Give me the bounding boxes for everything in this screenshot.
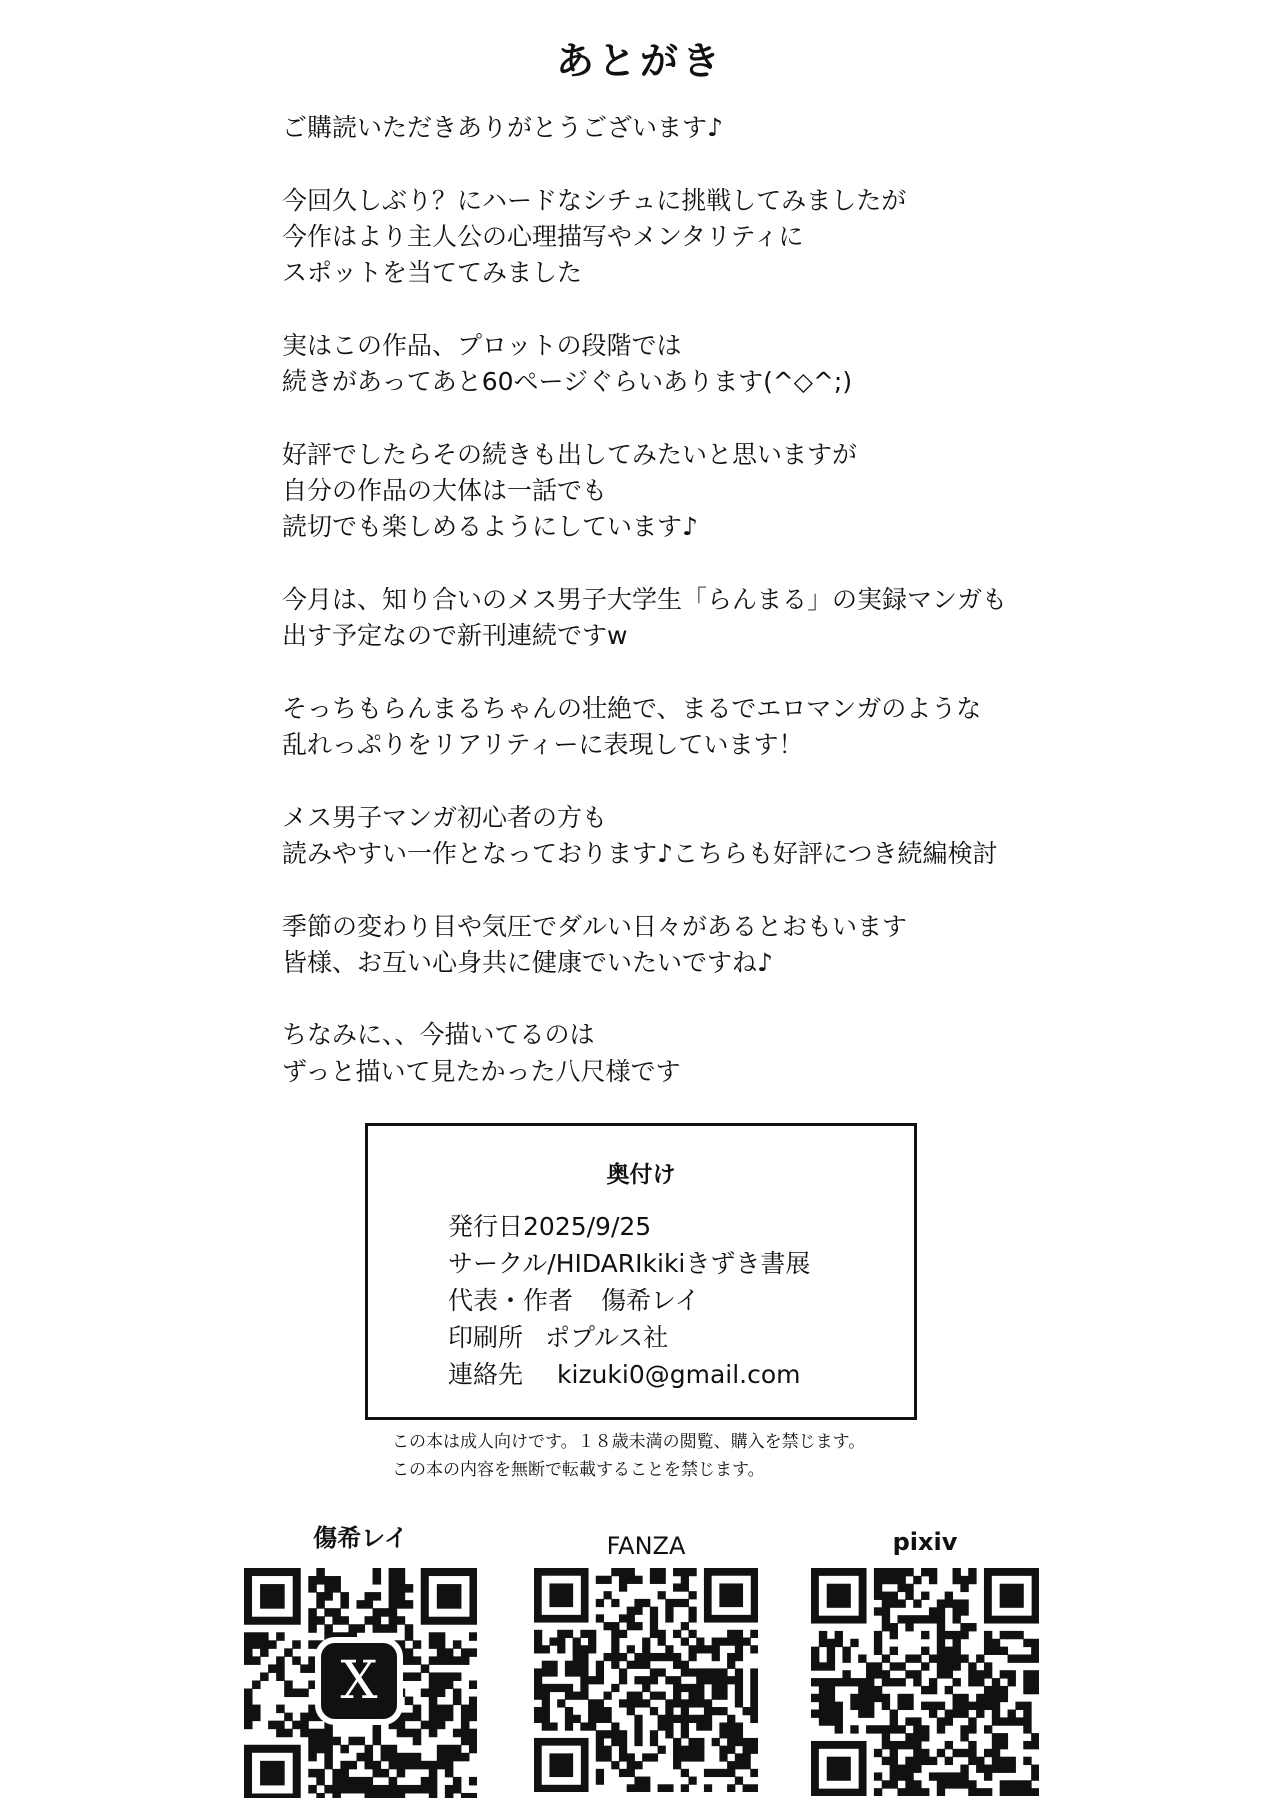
body-line: 皆様、お互い心身共に健康でいたいですね♪ [282,947,773,977]
body-line: ご購読いただきありがとうございます♪ [282,113,723,142]
qr-label: pixiv [892,1528,958,1556]
blank-line [282,146,1007,182]
row-label: 代表・作者 [448,1286,574,1315]
body-line: 読みやすい一作となっております♪こちらも好評につき続編検討 [282,838,998,868]
colophon-rows [448,1208,810,1393]
qr-code[interactable] [534,1568,758,1792]
blank-line [282,763,1007,799]
body-line: 続きがあってあと60ページぐらいあります(^◇^;) [282,367,853,397]
row-label: 印刷所 [448,1323,524,1352]
blank-line [282,546,1007,582]
body-line: スポットを当ててみました [282,258,583,288]
row-value: kizuki0@gmail.com [557,1360,801,1389]
qr-code[interactable] [811,1568,1039,1796]
row-value: 2025/9/25 [523,1212,652,1241]
qr-label: 傷希レイ [313,1524,408,1552]
row-label: 発行日 [448,1212,524,1241]
colophon-row-contact [448,1356,810,1393]
body-line: ちなみに、、今描いてるのは [282,1020,595,1050]
body-line: ずっと描いて見たかった八尺様です [282,1056,681,1086]
row-value: ポプルス社 [545,1323,669,1352]
row-label: 連絡先 [448,1360,524,1389]
legal-notes [392,1428,865,1484]
body-line: 今月は、知り合いのメス男子大学生「らんまる」の実録マンガも [282,584,1008,614]
adult-notice: この本は成人向けです。１８歳未満の閲覧、購入を禁じます。 [392,1432,866,1452]
body-line: 実はこの作品、プロットの段階では [282,330,682,360]
body-line: 今作はより主人公の心理描写やメンタリティに [282,221,804,251]
blank-line [282,981,1007,1017]
qr-fanza [534,1518,758,1792]
qr-label: FANZA [606,1532,686,1560]
blank-line [282,400,1007,436]
blank-line [282,654,1007,690]
body-line: メス男子マンガ初心者の方も [282,802,608,832]
body-line: 自分の作品の大体は一話でも [282,475,608,505]
blank-line [282,872,1007,908]
body-line: 季節の変わり目や気圧でダルい日々があるとおもいます [282,911,908,941]
qr-twitter [244,1518,477,1798]
blank-line [282,291,1007,327]
colophon-row-printer [448,1319,810,1356]
x-logo-icon: X [315,1637,403,1725]
body-line: 読切でも楽しめるようにしています♪ [282,512,698,542]
qr-pixiv [811,1518,1039,1796]
body-line: そっちもらんまるちゃんの壮絶で、まるでエロマンガのような [282,693,982,723]
body-line: 乱れっぷりをリアリティーに表現しています！ [282,730,804,760]
row-label: サークル/ [448,1249,556,1278]
colophon-heading: 奥付け [606,1162,676,1188]
colophon-row-author [448,1282,810,1319]
body-line: 今回久しぶり？にハードなシチュに挑戦してみましたが [282,185,907,215]
row-value: 傷希レイ [601,1286,700,1315]
copyright-notice: この本の内容を無断で転載することを禁じます。 [392,1460,765,1480]
colophon-box [365,1123,917,1420]
body-line: 好評でしたらその続きも出してみたいと思いますが [282,439,858,469]
body-line: 出す予定なので新刊連続ですw [282,621,628,651]
afterword-body [282,110,1007,1090]
colophon-row-circle [448,1245,810,1282]
page-title: あとがき [555,39,724,83]
row-value: HIDARIkikiきずき書展 [555,1249,811,1278]
colophon-row-date [448,1208,810,1245]
